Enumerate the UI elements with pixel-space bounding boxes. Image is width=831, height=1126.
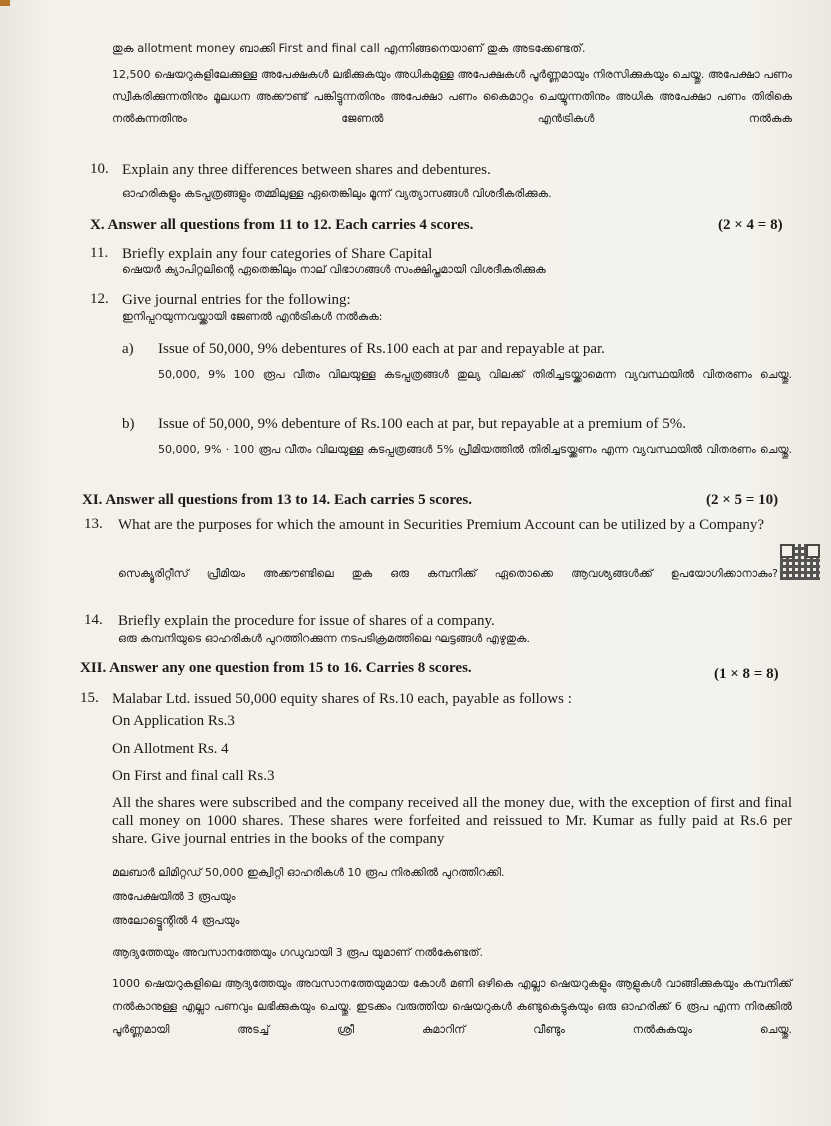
section-xii-score: (1 × 8 = 8) (714, 666, 779, 682)
question-15-malayalam-3: അലോട്ട്മെന്റിൽ 4 രൂപയും (112, 914, 240, 927)
question-number-12: 12. (90, 291, 109, 307)
question-number-15: 15. (80, 690, 99, 706)
question-15-allotment: On Allotment Rs. 4 (112, 741, 229, 757)
question-number-13: 13. (84, 516, 103, 532)
question-12-malayalam: ഇനിപ്പറയുന്നവയ്ക്കായി ജേണൽ എൻട്രികൾ നൽകുക: (122, 310, 383, 323)
question-12a-malayalam: 50,000, 9% 100 രൂപ വീതം വിലയുള്ള കടപ്പത്രങ്ങൾ തുല്യ വിലക്ക് തിരിച്ചടയ്ക്കാമെന്ന വ്യവസ്ഥയിൽ വിതരണം ചെയ്തു. (158, 368, 792, 381)
question-14-text: Briefly explain the procedure for issue of shares of a company. (118, 613, 495, 629)
top-paragraph: 12,500 ഷെയറുകളിലേക്കുള്ള അപേക്ഷകൾ ലഭിക്കുകയും അധികമുള്ള അപേക്ഷകൾ പൂർണ്ണമായും നിരസിക്കുകയും ചെയ്തു. അപേക്ഷാ പണം സ്വീകരിക്കുന്നതിനും മൂലധന അക്കൗണ്ട് പങ്കിട്ടുന്നതിനും അപേക്ഷാ പണം കൈമാറ്റം ചെയ്യുന്നതിനും അധിക അപേക്ഷാ പണം തിരികെ നൽകുന്നതിനും ജേണൽ എൻട്രികൾ നൽകുക (112, 68, 792, 125)
question-11-text: Briefly explain any four categories of Share Capital (122, 246, 433, 262)
question-15-text: Malabar Ltd. issued 50,000 equity shares of Rs.10 each, payable as follows : (112, 691, 572, 707)
section-x-heading: X. Answer all questions from 11 to 12. Each carries 4 scores. (90, 217, 474, 233)
question-10-text: Explain any three differences between shares and debentures. (122, 162, 491, 178)
question-13-malayalam: സെക്യൂരിറ്റീസ് പ്രീമിയം അക്കൗണ്ടിലെ തുക ഒരു കമ്പനിക്ക് ഏതൊക്കെ ആവശ്യങ്ങൾക്ക് ഉപയോഗിക്കാനാകും? (118, 567, 778, 580)
section-xii-heading: XII. Answer any one question from 15 to 16. Carries 8 scores. (80, 660, 472, 676)
question-12b-text: Issue of 50,000, 9% debenture of Rs.100 each at par, but repayable at a premium of 5%. (158, 416, 686, 432)
question-13-text: What are the purposes for which the amount in Securities Premium Account can be utilized by a Company? (118, 517, 765, 533)
question-12a-label: a) (122, 341, 134, 357)
top-line: തുക allotment money ബാക്കി First and final call എന്നിങ്ങനെയാണ് തുക അടക്കേണ്ടത്. (112, 41, 586, 55)
question-15-final-call: On First and final call Rs.3 (112, 768, 275, 784)
question-15-malayalam-2: അപേക്ഷയിൽ 3 രൂപയും (112, 890, 236, 903)
qr-code (780, 544, 820, 580)
question-12a-text: Issue of 50,000, 9% debentures of Rs.100 each at par and repayable at par. (158, 341, 605, 357)
question-11-malayalam: ഷെയർ ക്യാപിറ്റലിന്റെ ഏതെങ്കിലും നാല് വിഭാഗങ്ങൾ സംക്ഷിപ്തമായി വിശദീകരിക്കുക (122, 263, 546, 276)
section-xi-score: (2 × 5 = 10) (706, 492, 779, 508)
question-10-malayalam: ഓഹരികളും കടപ്പത്രങ്ങളും തമ്മിലുള്ള ഏതെങ്കിലും മൂന്ന് വ്യത്യാസങ്ങൾ വിശദീകരിക്കുക. (122, 187, 552, 200)
question-number-10: 10. (90, 161, 109, 177)
question-number-14: 14. (84, 612, 103, 628)
question-15-application: On Application Rs.3 (112, 713, 235, 729)
question-14-malayalam: ഒരു കമ്പനിയുടെ ഓഹരികൾ പുറത്തിറക്കുന്ന നടപടിക്രമത്തിലെ ഘട്ടങ്ങൾ എഴുതുക. (118, 632, 531, 645)
question-15-paragraph: All the shares were subscribed and the company received all the money due, with the exception of first and final call money on 1000 shares. These shares were forfeited and reissued to Mr. Kumar as fully paid at Rs.6 per share. Give journal entries in the books of the company (112, 795, 792, 847)
question-15-malayalam-5: 1000 ഷെയറുകളിലെ ആദ്യത്തേയും അവസാനത്തേയുമായ കോൾ മണി ഒഴികെ എല്ലാ ഷെയറുകളും ആളുകൾ വാങ്ങിക്കുകയും കമ്പനിക്ക് നൽകാനുള്ള എല്ലാ പണവും ലഭിക്കുകയും ചെയ്തു. ഇടക്കം വരുത്തിയ ഷെയറുകൾ കണ്ടുകെട്ടുകയും ഒരു ഓഹരിക്ക് 6 രൂപ എന്ന നിരക്കിൽ പൂർണ്ണമായി അടച്ച് ശ്രീ കുമാറിന് വീണ്ടും നൽകുകയും ചെയ്തു. (112, 977, 792, 1036)
question-12-text: Give journal entries for the following: (122, 292, 351, 308)
question-12b-label: b) (122, 416, 135, 432)
question-12b-malayalam: 50,000, 9% · 100 രൂപ വീതം വിലയുള്ള കടപ്പത്രങ്ങൾ 5% പ്രീമിയത്തിൽ തിരിച്ചടയ്ക്കണം എന്ന വ്യവസ്ഥയിൽ വിതരണം ചെയ്തു. (158, 443, 792, 456)
section-xi-heading: XI. Answer all questions from 13 to 14. Each carries 5 scores. (82, 492, 472, 508)
question-15-malayalam-4: ആദ്യത്തേയും അവസാനത്തേയും ഗഡുവായി 3 രൂപ യുമാണ് നൽകേണ്ടത്. (112, 946, 483, 959)
section-x-score: (2 × 4 = 8) (718, 217, 783, 233)
page-corner-mark (0, 0, 10, 6)
question-number-11: 11. (90, 245, 109, 261)
question-15-malayalam-1: മലബാർ ലിമിറ്റഡ് 50,000 ഇക്വിറ്റി ഓഹരികൾ 10 രൂപ നിരക്കിൽ പുറത്തിറക്കി. (112, 866, 505, 879)
